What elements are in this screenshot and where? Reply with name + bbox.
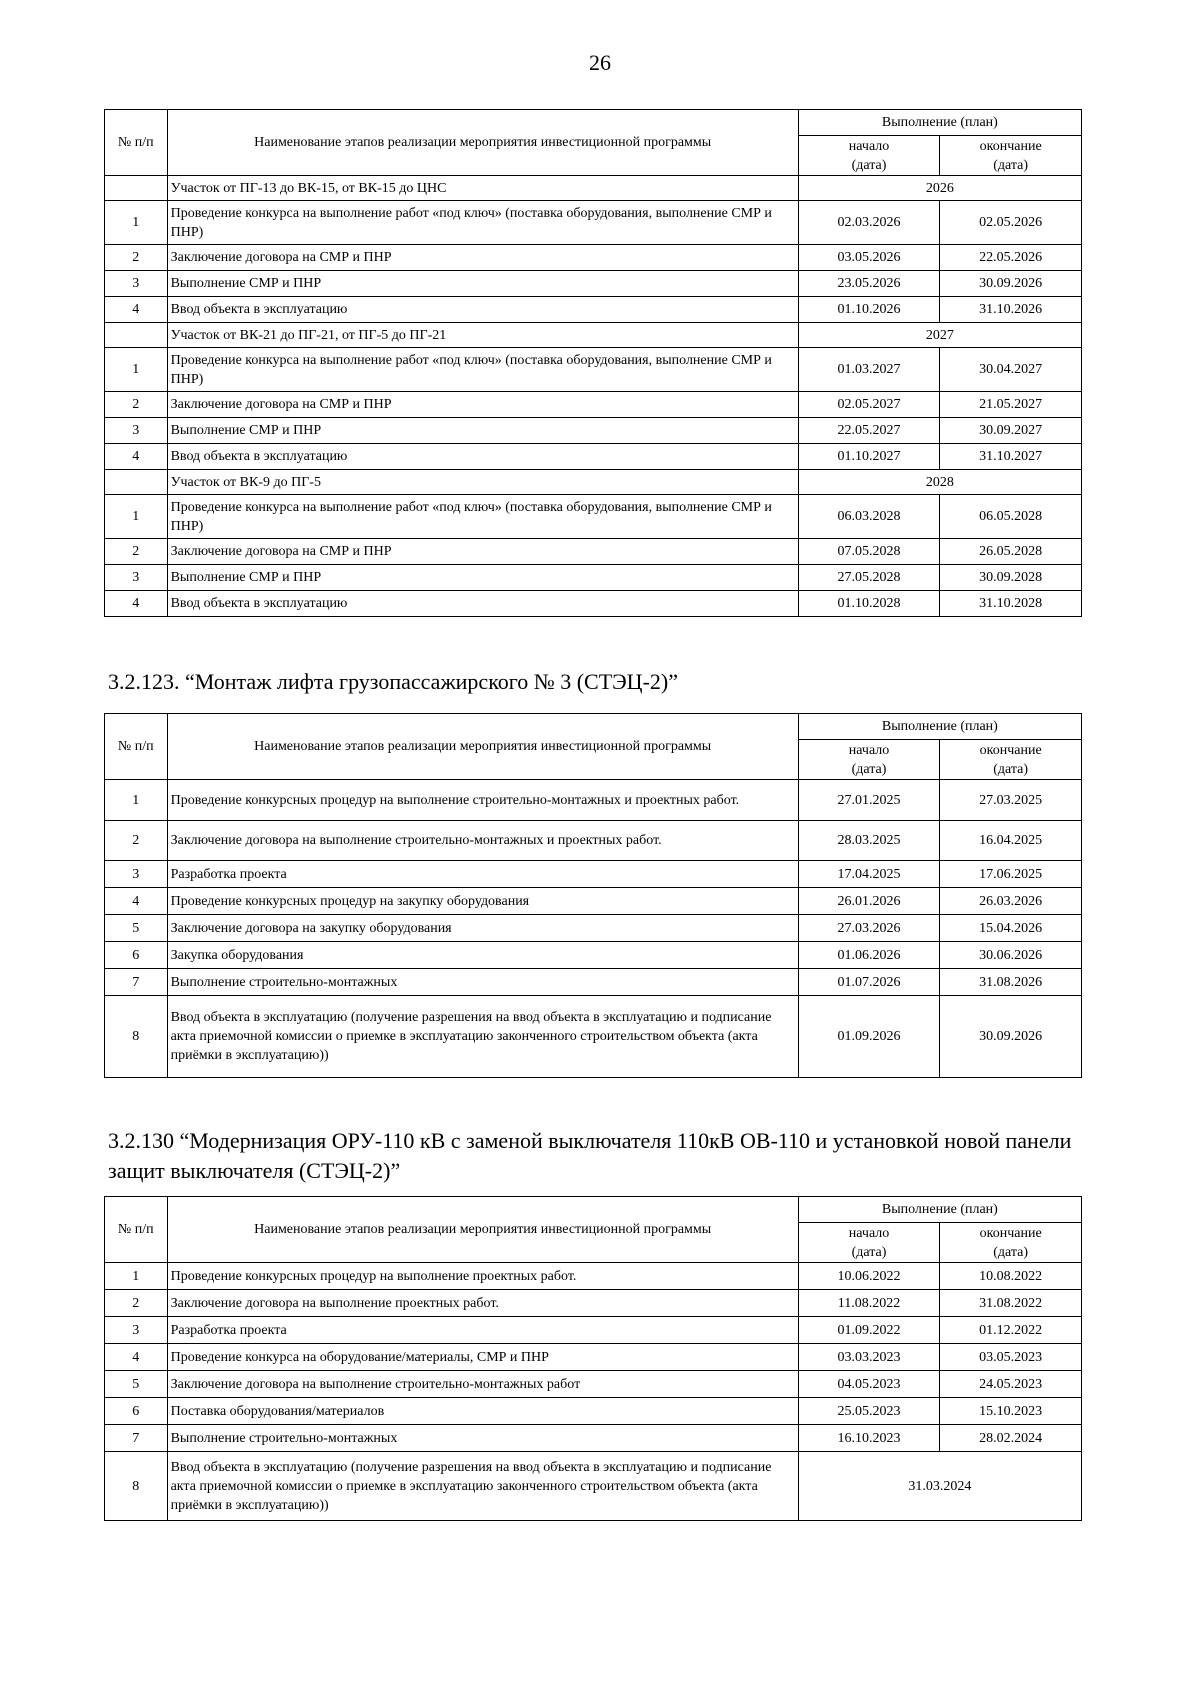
table-row [105,444,1082,470]
row-start: 02.03.2026 [798,201,940,245]
header-name: Наименование этапов реализации мероприятия инвестиционной программы [167,110,798,176]
stages-table-2 [104,713,1082,1078]
group-year: 2027 [798,323,1081,348]
table-row [105,996,1082,1078]
row-end: 27.03.2025 [940,780,1082,821]
row-name: Поставка оборудования/материалов [167,1398,798,1425]
table-row [105,539,1082,565]
header-num: № п/п [105,714,168,780]
row-start: 26.01.2026 [798,888,940,915]
row-start: 10.06.2022 [798,1263,940,1290]
header-exec: Выполнение (план) [798,714,1081,740]
row-num: 2 [105,245,168,271]
row-name: Закупка оборудования [167,942,798,969]
header-exec: Выполнение (план) [798,1197,1081,1223]
row-end: 21.05.2027 [940,392,1082,418]
row-start: 16.10.2023 [798,1425,940,1452]
header-start: начало (дата) [798,1223,940,1263]
table-row [105,1344,1082,1371]
row-name: Ввод объекта в эксплуатацию (получение разрешения на ввод объекта в эксплуатацию и подписание акта приемочной комиссии о приемке в эксплуатацию законченного строительством объекта (акта приёмки в эксплуатацию)) [167,996,798,1078]
header-end: окончание (дата) [940,740,1082,780]
header-num: № п/п [105,110,168,176]
row-start: 01.03.2027 [798,348,940,392]
group-year: 2028 [798,470,1081,495]
row-name: Заключение договора на выполнение строительно-монтажных и проектных работ. [167,821,798,861]
header-exec: Выполнение (план) [798,110,1081,136]
header-end: окончание (дата) [940,1223,1082,1263]
row-name: Ввод объекта в эксплуатацию [167,444,798,470]
row-num: 5 [105,1371,168,1398]
row-num: 4 [105,444,168,470]
row-start: 01.07.2026 [798,969,940,996]
row-end: 15.10.2023 [940,1398,1082,1425]
row-end: 30.09.2027 [940,418,1082,444]
row-end: 31.10.2027 [940,444,1082,470]
table-row [105,1452,1082,1521]
row-end: 22.05.2026 [940,245,1082,271]
row-name: Разработка проекта [167,1317,798,1344]
group-row [105,323,1082,348]
row-end: 30.09.2026 [940,996,1082,1078]
row-name: Заключение договора на СМР и ПНР [167,392,798,418]
row-start: 03.03.2023 [798,1344,940,1371]
row-end: 30.09.2026 [940,271,1082,297]
row-start: 28.03.2025 [798,821,940,861]
header-start: начало (дата) [798,136,940,176]
row-num: 3 [105,271,168,297]
row-num: 3 [105,418,168,444]
table-row [105,591,1082,617]
row-num: 6 [105,942,168,969]
table-row [105,1263,1082,1290]
row-start: 03.05.2026 [798,245,940,271]
row-start: 22.05.2027 [798,418,940,444]
row-num: 1 [105,495,168,539]
row-name: Заключение договора на СМР и ПНР [167,245,798,271]
row-end: 31.10.2026 [940,297,1082,323]
table-row [105,888,1082,915]
row-name: Выполнение СМР и ПНР [167,418,798,444]
table-row [105,495,1082,539]
table-row [105,780,1082,821]
row-start: 17.04.2025 [798,861,940,888]
row-start: 02.05.2027 [798,392,940,418]
row-end: 16.04.2025 [940,821,1082,861]
header-end: окончание (дата) [940,136,1082,176]
row-num: 7 [105,1425,168,1452]
row-num: 4 [105,1344,168,1371]
row-name: Проведение конкурса на выполнение работ «под ключ» (поставка оборудования, выполнение СМР и ПНР) [167,495,798,539]
row-end: 31.10.2028 [940,591,1082,617]
row-name: Выполнение строительно-монтажных [167,969,798,996]
row-start: 01.09.2026 [798,996,940,1078]
row-name: Выполнение строительно-монтажных [167,1425,798,1452]
row-start: 11.08.2022 [798,1290,940,1317]
row-num: 2 [105,1290,168,1317]
row-name: Выполнение СМР и ПНР [167,565,798,591]
row-name: Разработка проекта [167,861,798,888]
row-end: 28.02.2024 [940,1425,1082,1452]
table-row [105,1371,1082,1398]
row-end: 10.08.2022 [940,1263,1082,1290]
row-num: 8 [105,1452,168,1521]
header-name: Наименование этапов реализации мероприятия инвестиционной программы [167,714,798,780]
row-num: 6 [105,1398,168,1425]
row-start: 01.10.2028 [798,591,940,617]
table-row [105,565,1082,591]
row-end: 01.12.2022 [940,1317,1082,1344]
row-num: 3 [105,1317,168,1344]
row-name: Заключение договора на закупку оборудования [167,915,798,942]
section-title-lift: 3.2.123. “Монтаж лифта грузопассажирского № 3 (СТЭЦ-2)” [108,669,678,694]
row-start: 01.10.2026 [798,297,940,323]
row-num: 1 [105,201,168,245]
row-end: 31.08.2022 [940,1290,1082,1317]
table-row [105,392,1082,418]
row-start: 23.05.2026 [798,271,940,297]
row-start: 07.05.2028 [798,539,940,565]
row-name: Заключение договора на СМР и ПНР [167,539,798,565]
table-row [105,915,1082,942]
row-end: 24.05.2023 [940,1371,1082,1398]
row-end: 15.04.2026 [940,915,1082,942]
header-start: начало (дата) [798,740,940,780]
table-row [105,861,1082,888]
group-year: 2026 [798,176,1081,201]
row-name: Проведение конкурса на оборудование/материалы, СМР и ПНР [167,1344,798,1371]
row-name: Ввод объекта в эксплуатацию [167,297,798,323]
row-end: 17.06.2025 [940,861,1082,888]
group-title: Участок от ВК-21 до ПГ-21, от ПГ-5 до ПГ-21 [167,323,798,348]
row-num: 4 [105,297,168,323]
table-row [105,969,1082,996]
stages-table-3 [104,1196,1082,1521]
row-name: Проведение конкурса на выполнение работ «под ключ» (поставка оборудования, выполнение СМР и ПНР) [167,201,798,245]
row-start: 01.06.2026 [798,942,940,969]
row-end: 06.05.2028 [940,495,1082,539]
row-end: 31.08.2026 [940,969,1082,996]
row-start: 27.05.2028 [798,565,940,591]
table-row [105,1317,1082,1344]
table-row [105,1425,1082,1452]
row-num: 7 [105,969,168,996]
page-number: 26 [589,50,611,75]
row-num: 3 [105,861,168,888]
table-row [105,942,1082,969]
row-start: 27.01.2025 [798,780,940,821]
row-num: 4 [105,888,168,915]
row-start: 01.10.2027 [798,444,940,470]
table-row [105,1398,1082,1425]
row-num: 2 [105,821,168,861]
row-name: Проведение конкурсных процедур на выполнение проектных работ. [167,1263,798,1290]
row-name: Проведение конкурсных процедур на закупку оборудования [167,888,798,915]
row-num: 5 [105,915,168,942]
header-num: № п/п [105,1197,168,1263]
row-start: 06.03.2028 [798,495,940,539]
row-num: 2 [105,392,168,418]
row-end: 02.05.2026 [940,201,1082,245]
header-name: Наименование этапов реализации мероприятия инвестиционной программы [167,1197,798,1263]
row-num: 2 [105,539,168,565]
row-end: 03.05.2023 [940,1344,1082,1371]
row-end: 26.05.2028 [940,539,1082,565]
row-name: Проведение конкурса на выполнение работ «под ключ» (поставка оборудования, выполнение СМР и ПНР) [167,348,798,392]
row-start: 01.09.2022 [798,1317,940,1344]
table-row [105,821,1082,861]
table-row [105,297,1082,323]
table-row [105,271,1082,297]
row-end: 26.03.2026 [940,888,1082,915]
row-start: 27.03.2026 [798,915,940,942]
row-num: 4 [105,591,168,617]
row-num: 1 [105,348,168,392]
row-num: 1 [105,780,168,821]
row-end: 30.06.2026 [940,942,1082,969]
table-row [105,1290,1082,1317]
row-name: Заключение договора на выполнение проектных работ. [167,1290,798,1317]
row-name: Проведение конкурсных процедур на выполнение строительно-монтажных и проектных работ. [167,780,798,821]
group-row [105,470,1082,495]
table-row [105,418,1082,444]
row-name: Ввод объекта в эксплуатацию [167,591,798,617]
row-start: 25.05.2023 [798,1398,940,1425]
group-title: Участок от ПГ-13 до ВК-15, от ВК-15 до ЦНС [167,176,798,201]
section-title-oru: 3.2.130 “Модернизация ОРУ-110 кВ с заменой выключателя 110кВ ОВ-110 и установкой новой панели защит выключателя (СТЭЦ-2)” [108,1128,1072,1183]
row-end: 30.04.2027 [940,348,1082,392]
row-name: Ввод объекта в эксплуатацию (получение разрешения на ввод объекта в эксплуатацию и подписание акта приемочной комиссии о приемке в эксплуатацию законченного строительством объекта (акта приёмки в эксплуатацию)) [167,1452,798,1521]
group-row [105,176,1082,201]
row-date-merged: 31.03.2024 [798,1452,1081,1521]
group-title: Участок от ВК-9 до ПГ-5 [167,470,798,495]
row-name: Выполнение СМР и ПНР [167,271,798,297]
row-num: 1 [105,1263,168,1290]
stages-table-1 [104,109,1082,617]
table-row [105,348,1082,392]
row-start: 04.05.2023 [798,1371,940,1398]
row-num: 3 [105,565,168,591]
table-row [105,201,1082,245]
row-num: 8 [105,996,168,1078]
table-row [105,245,1082,271]
row-name: Заключение договора на выполнение строительно-монтажных работ [167,1371,798,1398]
row-end: 30.09.2028 [940,565,1082,591]
